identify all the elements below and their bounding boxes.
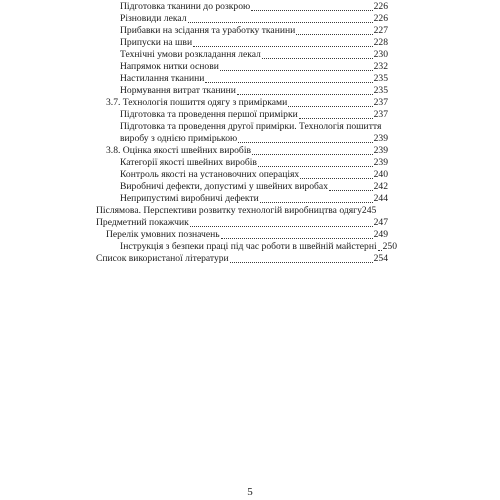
toc-leader-dots [299,109,373,119]
toc-entry-title: Виробничі дефекти, допустимі у швейних виробах [120,181,328,192]
toc-page-number: 239 [373,133,388,144]
toc-page-number: 226 [373,13,388,24]
toc-entry-title: виробу з однією примірькою [120,133,238,144]
toc-page-number: 245 [361,205,377,216]
toc-entry [0,205,500,217]
toc-leader-dots [238,133,372,143]
toc-entry [0,229,500,241]
toc-entry [0,97,500,109]
toc-entry-line [120,241,397,253]
toc-leader-dots [188,13,373,23]
toc-entry-title: Предметний покажчик [96,217,189,228]
toc-leader-dots [288,97,372,107]
toc-entry-title: Післямова. Перспективи розвитку технологій виробництва одягу [96,205,362,216]
toc-entry-line [106,145,388,157]
toc-page-number: 230 [373,49,388,60]
toc-entry-title: Прибавки на зсідання та уработку тканини [120,25,296,36]
toc-page-number: 237 [373,97,388,108]
toc-entry-title: Підготовка та проведення другої примірки. Технологія пошиття [120,121,382,132]
toc-leader-dots [260,193,373,203]
toc-entry-line [120,169,388,181]
toc-entry-title: Технічні умови розкладання лекал [120,49,261,60]
toc-entry-line [106,229,388,241]
toc-page-number: 235 [373,73,388,84]
toc-entry [0,253,500,265]
toc-entry [0,85,500,97]
toc-entry-title: Різновиди лекал [120,13,187,24]
toc-leader-dots [221,229,373,239]
toc-entry-line [96,205,376,217]
toc-leader-dots [329,181,373,191]
toc-leader-dots [220,61,373,71]
toc-page-number: 227 [373,25,388,36]
toc-page-number: 249 [373,229,388,240]
toc-entry-title: Контроль якості на установочних операціях [120,169,300,180]
toc-entry-line [120,121,381,133]
toc-page-number: 247 [373,217,388,228]
toc-page-number: 228 [373,37,388,48]
toc-entry-title: Підготовка тканини до розкрою [120,1,251,12]
toc-page-number: 226 [373,1,388,12]
toc-entry-line [120,193,388,205]
toc-leader-dots [262,49,373,59]
toc-entry [0,241,500,253]
toc-leader-dots [300,169,372,179]
toc-leader-dots [237,85,373,95]
toc-entry-line [120,181,388,193]
toc-entry [0,61,500,73]
toc-entry [0,49,500,61]
toc-entry-line [96,217,388,229]
toc-leader-dots [205,73,372,83]
toc-entry-line [120,109,388,121]
toc-entry [0,193,500,205]
toc-entry [0,145,500,157]
toc-page-number: 240 [373,169,388,180]
toc-entry-line [120,37,388,49]
toc-leader-dots [378,241,382,251]
toc-page-number: 232 [373,61,388,72]
toc-entry [0,25,500,37]
toc-entry-title: 3.7. Технологія пошиття одягу з примірками [106,97,288,108]
toc-page-number: 239 [373,145,388,156]
toc-entry-line [120,1,388,13]
toc-entry-line [96,253,388,265]
toc-entry [0,121,500,133]
toc-entry [0,181,500,193]
toc-entry-line [120,133,388,145]
toc-page-number: 237 [373,109,388,120]
toc-entry [0,1,500,13]
toc-page-number: 239 [373,157,388,168]
toc-entry-line [120,49,388,61]
toc-entry-title: Інструкція з безпеки праці під час роботи в швейній майстерні [120,241,377,252]
page-number: 5 [247,486,253,498]
toc-leader-dots [252,145,373,155]
toc-page-number: 244 [373,193,388,204]
toc-entry-title: Припуски на шви [120,37,193,48]
toc-entry [0,217,500,229]
toc-entry [0,157,500,169]
toc-entry-title: Нормування витрат тканини [120,85,236,96]
toc-leader-dots [230,253,373,263]
toc-entry-line [120,13,388,25]
toc-entry-line [120,73,388,85]
toc-page-number: 254 [373,253,388,264]
toc-entry [0,109,500,121]
toc-entry-line [120,25,388,37]
toc-page-number: 250 [382,241,398,252]
toc-entry-continuation [0,133,500,145]
toc-entry [0,73,500,85]
toc-entry-title: 3.8. Оцінка якості швейних виробів [106,145,252,156]
toc-entry-title: Неприпустимі виробничі дефекти [120,193,259,204]
toc-leader-dots [251,1,372,11]
toc-entry-line [120,157,388,169]
toc-leader-dots [296,25,372,35]
toc-entry-title: Підготовка та проведення першої примірки [120,109,298,120]
toc-entry [0,169,500,181]
toc-entry-title: Перелік умовних позначень [106,229,220,240]
toc-entry [0,37,500,49]
toc-entry-line [120,85,388,97]
toc-leader-dots [190,217,373,227]
toc-leader-dots [258,157,373,167]
toc-entry-line [106,97,388,109]
toc-leader-dots [193,37,373,47]
toc-entry [0,13,500,25]
toc-page-number: 242 [373,181,388,192]
toc-entry-title: Категорії якості швейних виробів [120,157,257,168]
toc-page-number: 235 [373,85,388,96]
toc-entry-title: Настилання тканини [120,73,205,84]
toc-entry-title: Список використаної літератури [96,253,229,264]
toc-entry-line [120,61,388,73]
toc-entry-title: Напрямок нитки основи [120,61,219,72]
